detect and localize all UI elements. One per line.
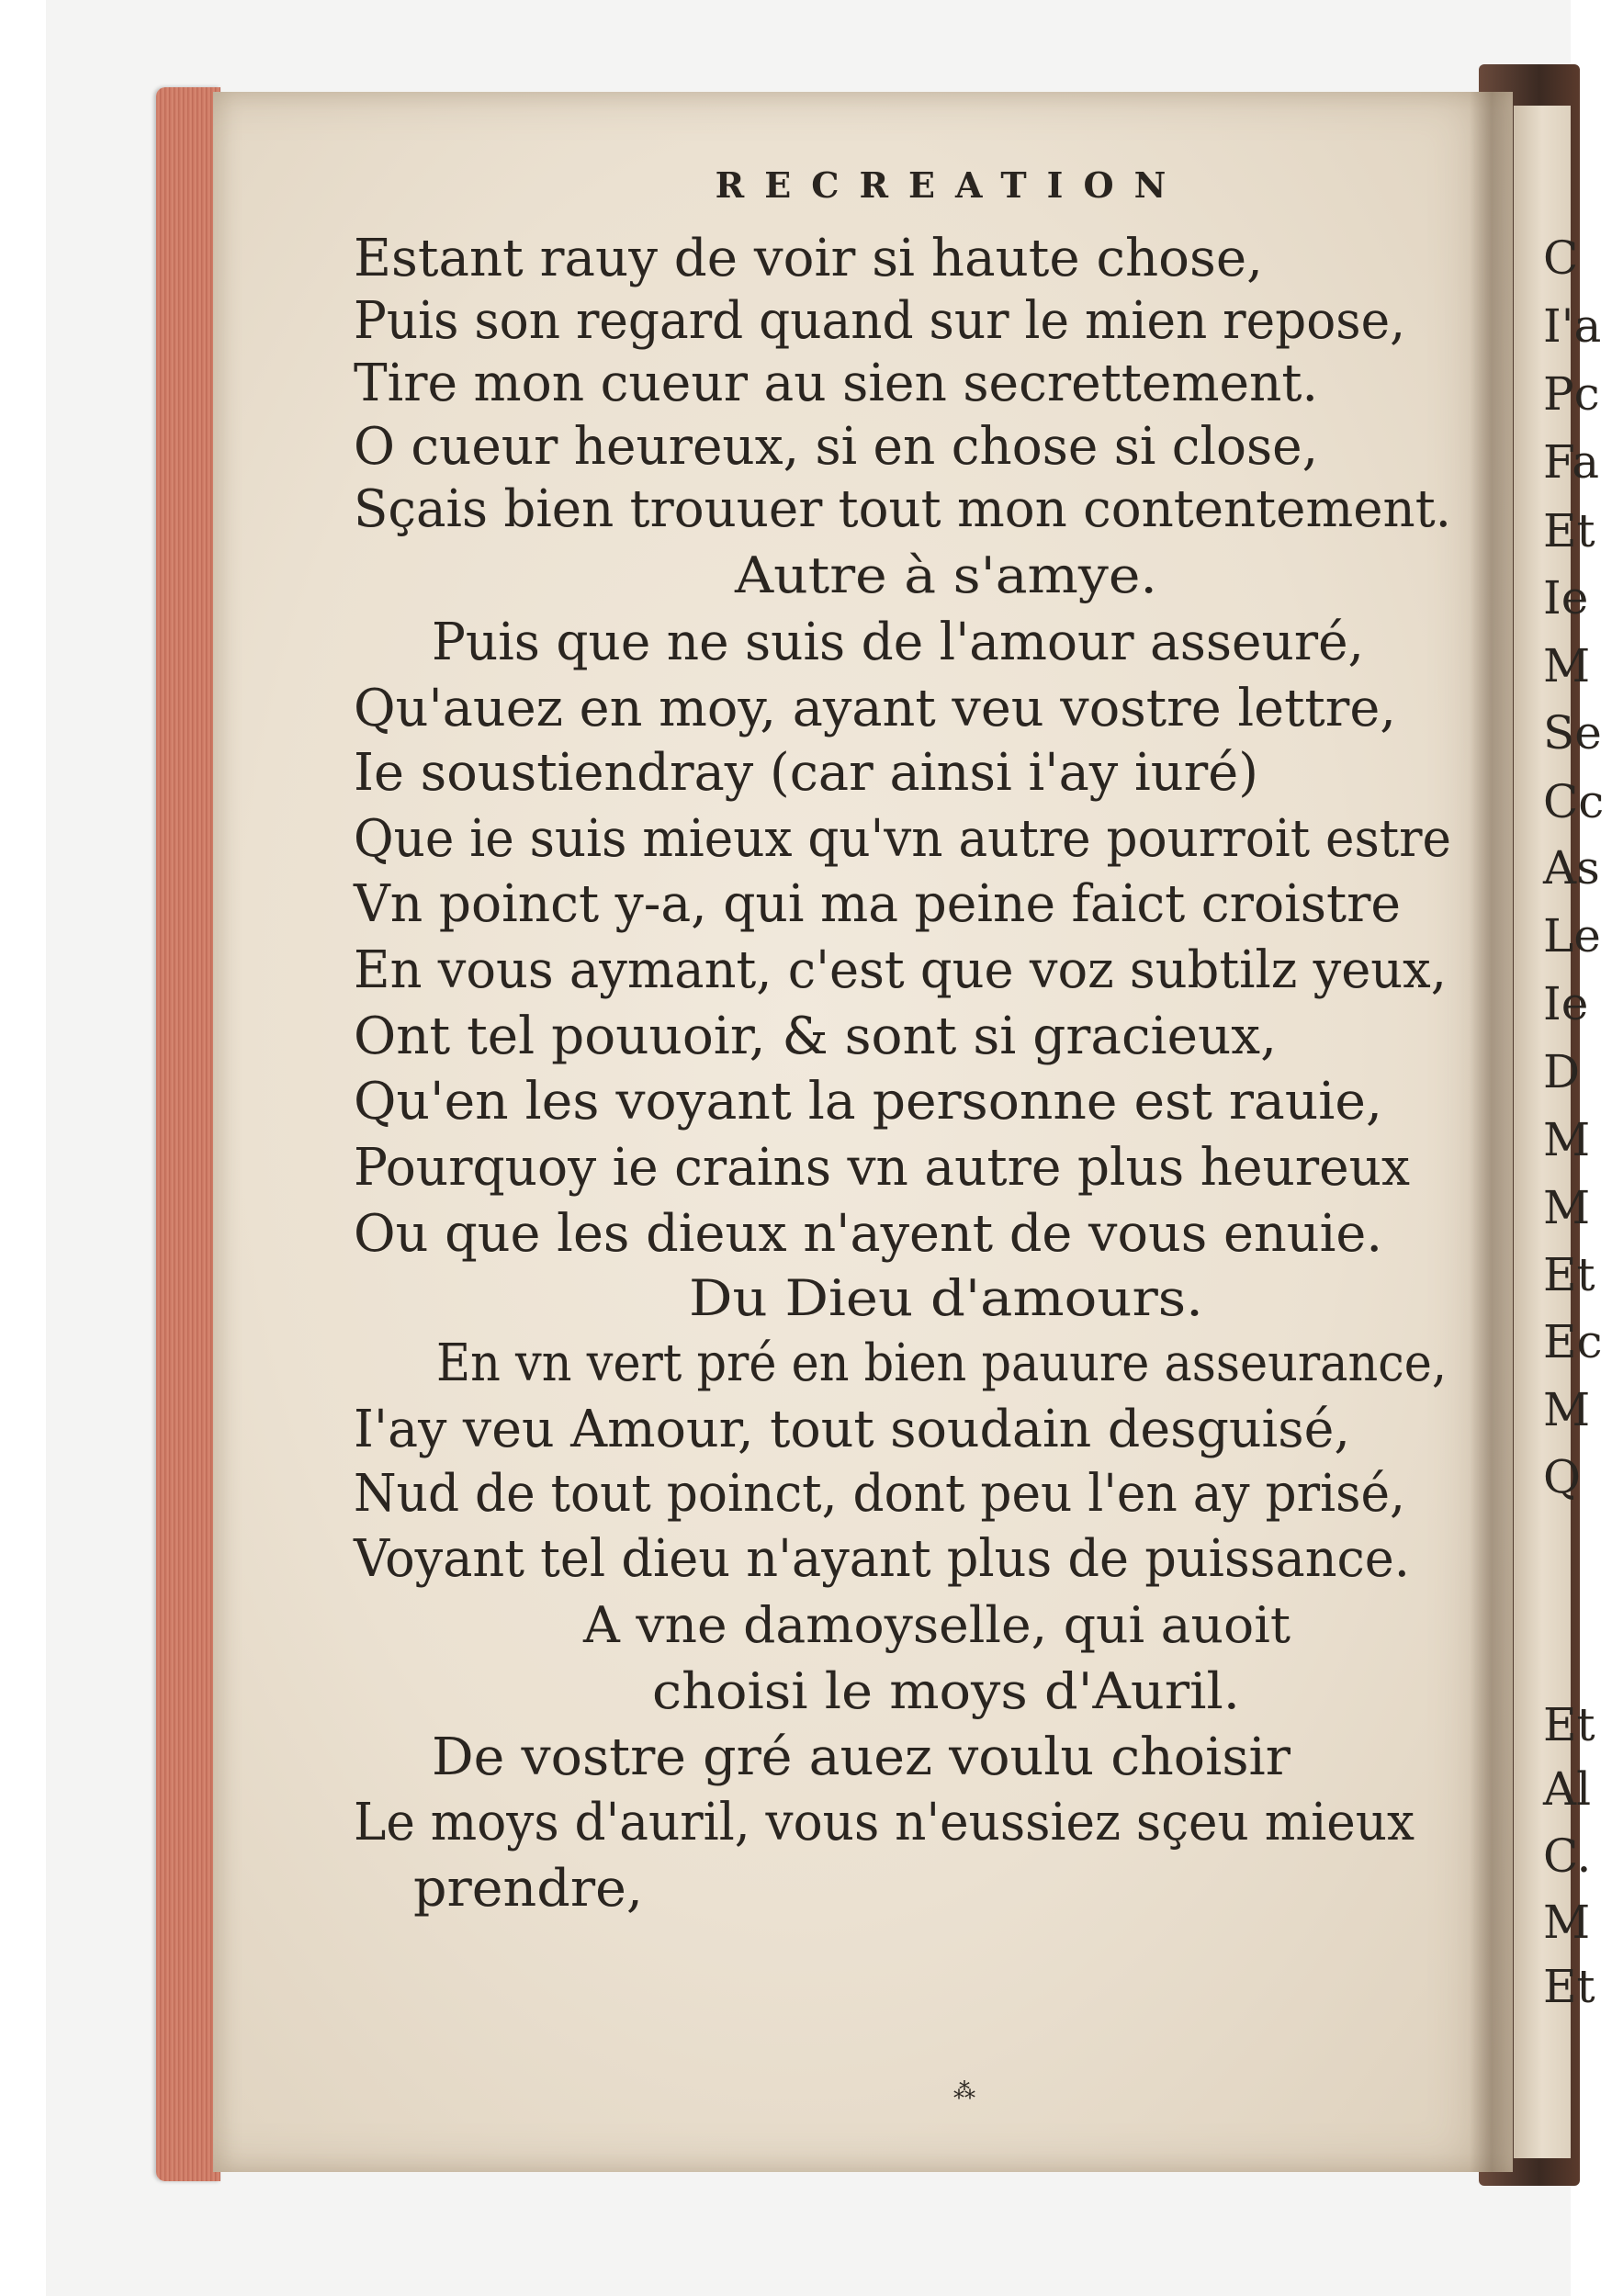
facing-page-letter: C — [1543, 231, 1579, 285]
poem-line: choisi le moys d'Auril. — [652, 1662, 1240, 1720]
poem-line: Qu'auez en moy, ayant veu vostre lettre, — [354, 679, 1396, 738]
facing-page-letter: Ie — [1543, 571, 1589, 625]
facing-page-letter: Le — [1543, 909, 1601, 962]
poem-line: En vn vert pré en bien pauure asseurance, — [436, 1334, 1447, 1393]
poem-line: En vous aymant, c'est que voz subtilz yeux, — [354, 940, 1447, 1000]
poem-line: Ou que les dieux n'ayent de vous enuie. — [354, 1204, 1382, 1264]
facing-page-letter: Et — [1543, 1248, 1595, 1301]
poem-line: Pourquoy ie crains vn autre plus heureux — [354, 1138, 1410, 1198]
facing-page-letter: Q — [1543, 1450, 1581, 1503]
poem-line: Autre à s'amye. — [733, 546, 1157, 604]
poem-line: Puis son regard quand sur le mien repose, — [354, 291, 1405, 351]
facing-page-letter: Se — [1543, 706, 1602, 760]
poem-line: Ie soustiendray (car ainsi i'ay iuré) — [354, 743, 1258, 803]
facing-page-letter: Et — [1543, 1960, 1595, 2013]
facing-page-letter: M — [1543, 1113, 1591, 1166]
poem-line: Ont tel pouuoir, & sont si gracieux, — [354, 1007, 1277, 1066]
signature-mark: ⁂ — [953, 2078, 975, 2104]
poem-line: Nud de tout poinct, dont peu l'en ay prisé, — [354, 1464, 1405, 1524]
facing-page-letter: I'a — [1543, 299, 1602, 353]
poem-line: Tire mon cueur au sien secrettement. — [354, 354, 1318, 413]
poem-line: Vn poinct y-a, qui ma peine faict croistre — [353, 874, 1401, 934]
facing-page-letter: As — [1543, 841, 1600, 895]
facing-page-letter: Et — [1543, 504, 1595, 557]
facing-page-letter: Et — [1543, 1698, 1595, 1751]
facing-page-letter: Fa — [1543, 435, 1600, 489]
facing-page-letters — [1542, 231, 1604, 2013]
poem-line: prendre, — [413, 1859, 643, 1919]
poem-line: A vne damoyselle, qui auoit — [581, 1596, 1291, 1654]
facing-page-letter: M — [1543, 639, 1591, 692]
running-head: RECREATION — [715, 164, 1187, 206]
facing-page-letter: D — [1543, 1045, 1581, 1098]
poem-line: I'ay veu Amour, tout soudain desguisé, — [354, 1400, 1350, 1459]
poem-line: Estant rauy de voir si haute chose, — [354, 229, 1263, 288]
poem-line: Puis que ne suis de l'amour asseuré, — [432, 613, 1364, 672]
poem-line: Voyant tel dieu n'ayant plus de puissance. — [353, 1529, 1410, 1589]
poem-line: Du Dieu d'amours. — [689, 1269, 1203, 1327]
facing-page-letter: C. — [1543, 1829, 1592, 1883]
facing-page-letter: M — [1543, 1383, 1591, 1436]
facing-page-letter: Ie — [1543, 977, 1589, 1030]
poem-line: O cueur heureux, si en chose si close, — [354, 417, 1318, 477]
poem-line: Qu'en les voyant la personne est rauie, — [354, 1072, 1382, 1131]
poem-line: Sçais bien trouuer tout mon contentement. — [354, 479, 1451, 539]
facing-page-letter: Al — [1543, 1762, 1592, 1816]
poem-line: Le moys d'auril, vous n'eussiez sçeu mieux — [354, 1793, 1414, 1852]
poem-line: Que ie suis mieux qu'vn autre pourroit estre — [354, 809, 1451, 869]
facing-page-letter: M — [1543, 1181, 1591, 1234]
facing-page-letter: M — [1543, 1896, 1591, 1949]
facing-page-letter: Pc — [1543, 367, 1600, 421]
poem-line: De vostre gré auez voulu choisir — [432, 1728, 1291, 1787]
facing-page-letter: Cc — [1543, 775, 1605, 828]
facing-page-letter: Ec — [1543, 1315, 1603, 1368]
poem-lines — [353, 229, 1451, 1919]
